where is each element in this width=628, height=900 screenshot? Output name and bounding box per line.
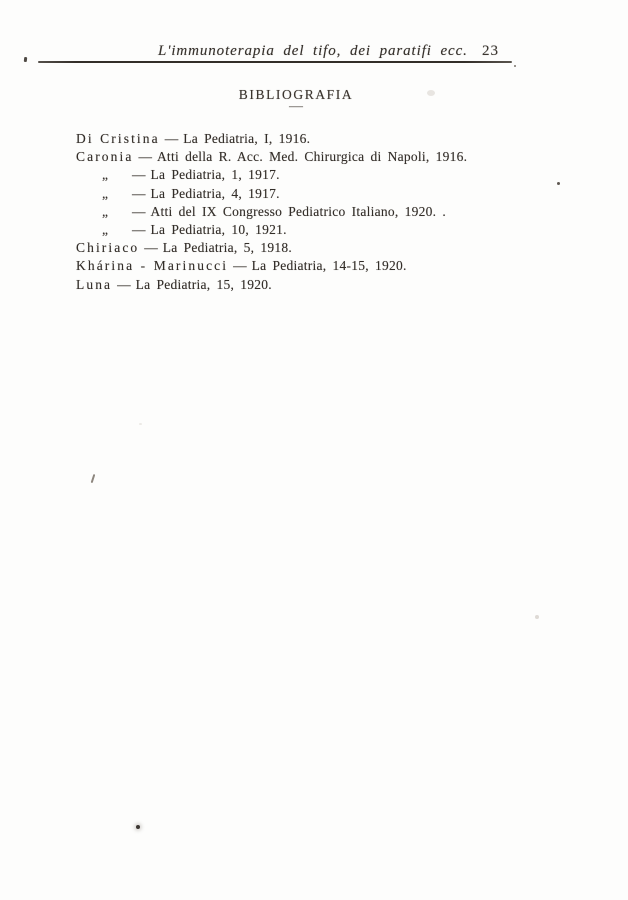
- bib-reference: La Pediatria, 15, 1920.: [135, 276, 272, 292]
- bib-author: Luna: [76, 276, 113, 292]
- scan-speck: [139, 423, 142, 425]
- bib-reference: Atti della R. Acc. Med. Chirurgica di Napoli, 1916.: [156, 149, 468, 165]
- bib-dash: —: [132, 221, 146, 237]
- bib-ditto-mark: „: [102, 185, 108, 201]
- bib-dash: —: [233, 258, 247, 274]
- scan-speck: [427, 90, 435, 96]
- bib-dash: —: [132, 185, 146, 201]
- bib-author: Di Cristina: [76, 131, 160, 146]
- bib-ditto-mark: „: [102, 167, 108, 183]
- bib-reference: La Pediatria, I, 1916.: [183, 131, 311, 146]
- bib-reference: La Pediatria, 14-15, 1920.: [251, 258, 407, 274]
- bib-entry: [76, 130, 598, 148]
- scan-speck: [535, 615, 539, 619]
- scan-speck: [136, 825, 140, 829]
- scan-speck: [91, 474, 95, 483]
- running-header-title: L'immunoterapia del tifo, dei paratifi ecc.: [158, 43, 468, 59]
- bib-entry: [76, 185, 598, 203]
- bib-entry: [76, 148, 598, 166]
- bib-dash: —: [132, 167, 146, 183]
- bib-reference: La Pediatria, 5, 1918.: [162, 240, 293, 256]
- section-title-dash: —: [289, 99, 303, 114]
- header-rule: [38, 61, 512, 63]
- bib-author: Khárina - Marinucci: [76, 258, 229, 274]
- bib-ditto-mark: „: [102, 221, 108, 237]
- bib-entry: [76, 257, 598, 275]
- bib-dash: —: [144, 240, 158, 256]
- bib-reference: Atti del IX Congresso Pediatrico Italiano, 1920. .: [150, 203, 446, 219]
- bib-dash: —: [138, 149, 152, 165]
- bib-reference: La Pediatria, 1, 1917.: [150, 167, 280, 183]
- bib-entry: [76, 276, 598, 294]
- page-number: 23: [482, 43, 499, 59]
- scan-speck: [24, 57, 28, 62]
- bib-entry: [76, 166, 598, 184]
- bib-dash: —: [164, 131, 179, 146]
- bib-entry: [76, 203, 598, 221]
- bib-reference: La Pediatria, 4, 1917.: [150, 185, 280, 201]
- bib-dash: —: [132, 203, 146, 219]
- bib-entry: [76, 239, 598, 257]
- section-title: BIBLIOGRAFIA: [238, 87, 354, 102]
- bibliography-list: [76, 130, 598, 294]
- bib-author: Chiriaco: [76, 240, 140, 256]
- scan-speck: [557, 182, 560, 185]
- bib-dash: —: [117, 276, 131, 292]
- bib-author: Caronia: [76, 149, 134, 165]
- bib-entry: [76, 221, 598, 239]
- bib-ditto-mark: „: [102, 203, 108, 219]
- bib-reference: La Pediatria, 10, 1921.: [150, 221, 287, 237]
- rule-end-dot: [514, 65, 516, 67]
